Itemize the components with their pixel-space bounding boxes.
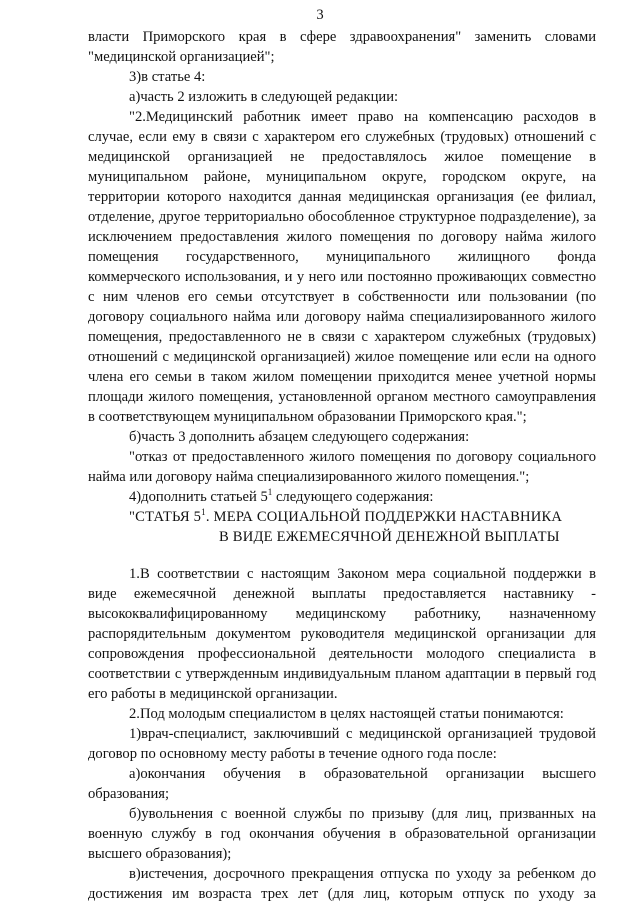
- document-body: [88, 27, 596, 904]
- paragraph: 3)в статье 4:: [129, 69, 206, 85]
- paragraph: "2.Медицинский работник имеет право на компенсацию расходов в случае, если ему в связи с характером его служебных (трудовых) отношений с медицинской организацией не предоставлялось жилое помещение в муниципальном районе, муниципальном округе, городском округе, на территории которого находится данная медицинская организация (ее филиал, отделение, другое территориально обособленное структурное подразделение), за исключением предоставления жилого помещения по договору найма жилого помещения государственного, муниципального жилищного фонда коммерческого использования, и у него или постоянно проживающих совместно с ним членов его семьи отсутствует в собственности или пользовании (по договору социального найма или договору найма специализированного жилого помещения, предоставленного не в связи с характером служебных (трудовых) отношений с медицинской организацией) жилое помещение или если на одного члена его семьи в таком жилом помещении приходится менее учетной нормы площади жилого помещения, установленной органом местного самоуправления в соответствующем муниципальном образовании Приморского края.";: [88, 109, 596, 425]
- paragraph: власти Приморского края в сфере здравоохранения" заменить словами "медицинской организацией";: [88, 29, 596, 65]
- heading-text: "СТАТЬЯ 5: [129, 509, 202, 525]
- paragraph: [88, 487, 596, 507]
- page-number: 3: [316, 7, 324, 23]
- paragraph: б)часть 3 дополнить абзацем следующего содержания:: [129, 429, 470, 445]
- heading-text: . МЕРА СОЦИАЛЬНОЙ ПОДДЕРЖКИ НАСТАВНИКА: [205, 509, 563, 525]
- article-heading-line2: В ВИДЕ ЕЖЕМЕСЯЧНОЙ ДЕНЕЖНОЙ ВЫПЛАТЫ: [219, 529, 560, 545]
- article-heading: [88, 507, 596, 527]
- paragraph: 1.В соответствии с настоящим Законом мера социальной поддержки в виде ежемесячной денежной выплаты предоставляется наставнику - высококвалифицированному медицинскому работнику, назначенному распорядительным документом руководителя медицинской организации для сопровождения профессиональной деятельности молодого специалиста в соответствии с утвержденным индивидуальным планом адаптации в первый год его работы в медицинской организации.: [88, 566, 596, 702]
- spacer: [88, 547, 596, 564]
- paragraph: 1)врач-специалист, заключивший с медицинской организацией трудовой договор по основному месту работы в течение одного года после:: [88, 726, 596, 762]
- paragraph: "отказ от предоставленного жилого помещения по договору социального найма или договору найма специализированного жилого помещения.";: [88, 449, 596, 485]
- superscript: 1: [267, 487, 273, 497]
- paragraph-text: 4)дополнить статьей 5: [129, 489, 268, 505]
- paragraph: в)истечения, досрочного прекращения отпуска по уходу за ребенком до достижения им возраста трех лет (для лиц, которым отпуск по уходу за: [88, 866, 596, 902]
- paragraph: б)увольнения с военной службы по призыву (для лиц, призванных на военную службу в год окончания обучения в образовательной организации высшего образования);: [88, 806, 596, 862]
- paragraph: 2.Под молодым специалистом в целях настоящей статьи понимаются:: [129, 706, 564, 722]
- paragraph: а)окончания обучения в образовательной организации высшего образования;: [88, 766, 596, 802]
- paragraph: а)часть 2 изложить в следующей редакции:: [129, 89, 399, 105]
- paragraph-text: следующего содержания:: [275, 489, 434, 505]
- superscript: 1: [201, 507, 206, 517]
